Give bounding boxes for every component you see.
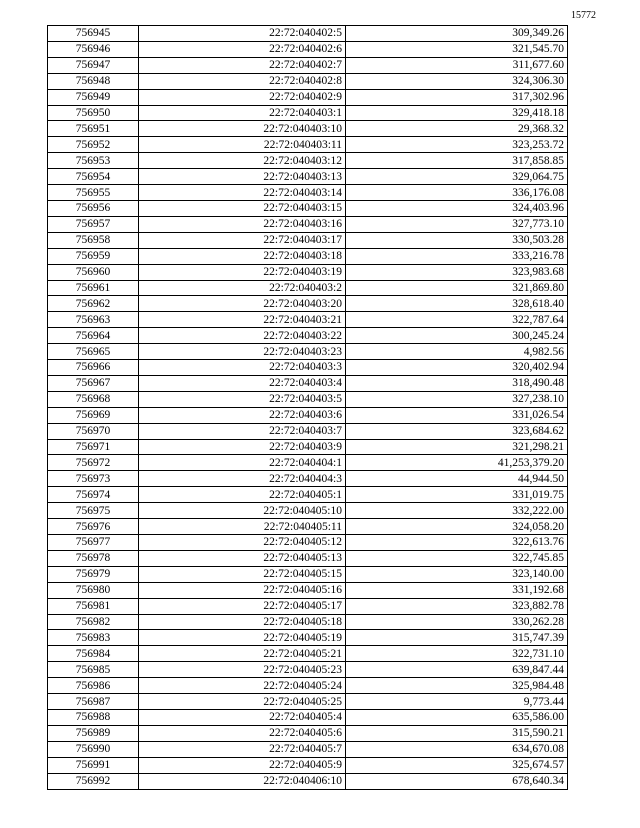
table-row [48,169,568,185]
cadastral-value-cell: 322,731.10 [346,646,568,662]
table-row [48,407,568,423]
table-row [48,741,568,757]
row-number-cell: 756992 [48,773,139,789]
cadastral-number-cell: 22:72:040405:7 [139,741,346,757]
row-number-cell: 756983 [48,630,139,646]
cadastral-value-cell: 321,869.80 [346,280,568,296]
row-number-cell: 756955 [48,185,139,201]
cadastral-value-cell: 321,298.21 [346,439,568,455]
row-number-cell: 756973 [48,471,139,487]
cadastral-number-cell: 22:72:040403:21 [139,312,346,328]
row-number-cell: 756964 [48,328,139,344]
cadastral-value-cell: 324,403.96 [346,200,568,216]
row-number-cell: 756981 [48,598,139,614]
row-number-cell: 756970 [48,423,139,439]
row-number-cell: 756975 [48,503,139,519]
table-row [48,248,568,264]
cadastral-number-cell: 22:72:040405:16 [139,582,346,598]
table-row [48,312,568,328]
table-row [48,598,568,614]
cadastral-value-cell: 678,640.34 [346,773,568,789]
cadastral-number-cell: 22:72:040403:7 [139,423,346,439]
cadastral-number-cell: 22:72:040403:14 [139,185,346,201]
cadastral-number-cell: 22:72:040403:13 [139,169,346,185]
row-number-cell: 756972 [48,455,139,471]
row-number-cell: 756969 [48,407,139,423]
cadastral-number-cell: 22:72:040405:23 [139,662,346,678]
cadastral-value-cell: 322,745.85 [346,550,568,566]
table-row [48,264,568,280]
cadastral-number-cell: 22:72:040402:5 [139,26,346,42]
cadastral-number-cell: 22:72:040402:6 [139,41,346,57]
cadastral-value-cell: 325,984.48 [346,678,568,694]
cadastral-number-cell: 22:72:040405:6 [139,725,346,741]
cadastral-value-cell: 309,349.26 [346,26,568,42]
table-row [48,200,568,216]
cadastral-value-cell: 300,245.24 [346,328,568,344]
cadastral-value-cell: 634,670.08 [346,741,568,757]
table-row [48,185,568,201]
cadastral-number-cell: 22:72:040405:25 [139,694,346,710]
cadastral-value-cell: 323,983.68 [346,264,568,280]
row-number-cell: 756965 [48,344,139,360]
cadastral-value-cell: 324,306.30 [346,73,568,89]
cadastral-number-cell: 22:72:040405:24 [139,678,346,694]
row-number-cell: 756946 [48,41,139,57]
cadastral-number-cell: 22:72:040403:4 [139,375,346,391]
cadastral-value-cell: 323,684.62 [346,423,568,439]
row-number-cell: 756951 [48,121,139,137]
row-number-cell: 756966 [48,360,139,376]
cadastral-number-cell: 22:72:040403:15 [139,200,346,216]
cadastral-value-cell: 41,253,379.20 [346,455,568,471]
cadastral-value-cell: 331,192.68 [346,582,568,598]
cadastral-value-cell: 324,058.20 [346,519,568,535]
cadastral-value-cell: 331,019.75 [346,487,568,503]
row-number-cell: 756954 [48,169,139,185]
table-row [48,582,568,598]
cadastral-number-cell: 22:72:040405:17 [139,598,346,614]
table-row [48,550,568,566]
table-row [48,694,568,710]
table-row [48,137,568,153]
cadastral-value-cell: 317,302.96 [346,89,568,105]
row-number-cell: 756985 [48,662,139,678]
cadastral-number-cell: 22:72:040403:18 [139,248,346,264]
row-number-cell: 756959 [48,248,139,264]
cadastral-number-cell: 22:72:040403:22 [139,328,346,344]
cadastral-number-cell: 22:72:040403:6 [139,407,346,423]
table-row [48,423,568,439]
row-number-cell: 756982 [48,614,139,630]
table-row [48,105,568,121]
row-number-cell: 756948 [48,73,139,89]
cadastral-number-cell: 22:72:040406:10 [139,773,346,789]
cadastral-value-cell: 4,982.56 [346,344,568,360]
cadastral-value-cell: 44,944.50 [346,471,568,487]
table-row [48,41,568,57]
table-row [48,328,568,344]
table-row [48,471,568,487]
table-row [48,57,568,73]
row-number-cell: 756962 [48,296,139,312]
table-row [48,439,568,455]
cadastral-number-cell: 22:72:040403:20 [139,296,346,312]
cadastral-value-cell: 315,590.21 [346,725,568,741]
cadastral-value-cell: 329,418.18 [346,105,568,121]
cadastral-value-cell: 323,140.00 [346,566,568,582]
cadastral-value-cell: 331,026.54 [346,407,568,423]
row-number-cell: 756958 [48,232,139,248]
cadastral-value-cell: 321,545.70 [346,41,568,57]
table-row [48,662,568,678]
cadastral-number-cell: 22:72:040403:23 [139,344,346,360]
table-row [48,455,568,471]
row-number-cell: 756947 [48,57,139,73]
cadastral-value-cell: 29,368.32 [346,121,568,137]
table-row [48,487,568,503]
table-row [48,773,568,789]
cadastral-value-cell: 322,613.76 [346,535,568,551]
table-row [48,344,568,360]
table-row [48,757,568,773]
row-number-cell: 756991 [48,757,139,773]
cadastral-number-cell: 22:72:040405:9 [139,757,346,773]
row-number-cell: 756960 [48,264,139,280]
cadastral-number-cell: 22:72:040402:7 [139,57,346,73]
cadastral-value-cell: 333,216.78 [346,248,568,264]
cadastral-number-cell: 22:72:040403:19 [139,264,346,280]
row-number-cell: 756971 [48,439,139,455]
cadastral-value-cell: 322,787.64 [346,312,568,328]
cadastral-number-cell: 22:72:040403:9 [139,439,346,455]
table-row [48,614,568,630]
row-number-cell: 756952 [48,137,139,153]
table-row [48,296,568,312]
cadastral-value-cell: 320,402.94 [346,360,568,376]
cadastral-value-cell: 318,490.48 [346,375,568,391]
table-row [48,360,568,376]
row-number-cell: 756977 [48,535,139,551]
cadastral-number-cell: 22:72:040405:4 [139,709,346,725]
cadastral-number-cell: 22:72:040405:19 [139,630,346,646]
row-number-cell: 756945 [48,26,139,42]
row-number-cell: 756984 [48,646,139,662]
cadastral-number-cell: 22:72:040405:13 [139,550,346,566]
cadastral-value-cell: 328,618.40 [346,296,568,312]
row-number-cell: 756990 [48,741,139,757]
table-row [48,630,568,646]
cadastral-number-cell: 22:72:040403:16 [139,216,346,232]
cadastral-value-cell: 315,747.39 [346,630,568,646]
cadastral-number-cell: 22:72:040403:1 [139,105,346,121]
cadastral-number-cell: 22:72:040403:3 [139,360,346,376]
row-number-cell: 756988 [48,709,139,725]
row-number-cell: 756980 [48,582,139,598]
table-row [48,709,568,725]
row-number-cell: 756961 [48,280,139,296]
table-row [48,519,568,535]
page-number: 15772 [571,10,596,21]
row-number-cell: 756976 [48,519,139,535]
row-number-cell: 756963 [48,312,139,328]
row-number-cell: 756956 [48,200,139,216]
cadastral-value-cell: 327,238.10 [346,391,568,407]
table-row [48,73,568,89]
table-row [48,216,568,232]
cadastral-value-cell: 329,064.75 [346,169,568,185]
table-row [48,535,568,551]
table-row [48,725,568,741]
row-number-cell: 756979 [48,566,139,582]
row-number-cell: 756974 [48,487,139,503]
cadastral-number-cell: 22:72:040405:10 [139,503,346,519]
row-number-cell: 756987 [48,694,139,710]
cadastral-value-cell: 323,882.78 [346,598,568,614]
row-number-cell: 756949 [48,89,139,105]
cadastral-number-cell: 22:72:040405:15 [139,566,346,582]
cadastral-value-cell: 330,503.28 [346,232,568,248]
row-number-cell: 756986 [48,678,139,694]
cadastral-number-cell: 22:72:040402:9 [139,89,346,105]
table-row [48,678,568,694]
cadastral-number-cell: 22:72:040403:11 [139,137,346,153]
table-body [48,26,568,790]
cadastral-value-cell: 311,677.60 [346,57,568,73]
cadastral-number-cell: 22:72:040403:5 [139,391,346,407]
cadastral-value-cell: 325,674.57 [346,757,568,773]
table-row [48,89,568,105]
cadastral-number-cell: 22:72:040405:11 [139,519,346,535]
table-row [48,391,568,407]
cadastral-number-cell: 22:72:040405:21 [139,646,346,662]
cadastral-number-cell: 22:72:040403:17 [139,232,346,248]
row-number-cell: 756978 [48,550,139,566]
cadastral-number-cell: 22:72:040405:12 [139,535,346,551]
row-number-cell: 756950 [48,105,139,121]
cadastral-number-cell: 22:72:040405:1 [139,487,346,503]
cadastral-value-cell: 332,222.00 [346,503,568,519]
cadastral-value-table [47,25,568,790]
cadastral-value-cell: 639,847.44 [346,662,568,678]
cadastral-number-cell: 22:72:040403:2 [139,280,346,296]
row-number-cell: 756968 [48,391,139,407]
cadastral-number-cell: 22:72:040405:18 [139,614,346,630]
cadastral-number-cell: 22:72:040403:12 [139,153,346,169]
table-row [48,153,568,169]
row-number-cell: 756989 [48,725,139,741]
cadastral-value-cell: 635,586.00 [346,709,568,725]
cadastral-number-cell: 22:72:040402:8 [139,73,346,89]
cadastral-value-cell: 336,176.08 [346,185,568,201]
table-row [48,280,568,296]
cadastral-number-cell: 22:72:040404:3 [139,471,346,487]
row-number-cell: 756957 [48,216,139,232]
table-row [48,375,568,391]
cadastral-value-cell: 330,262.28 [346,614,568,630]
cadastral-value-cell: 323,253.72 [346,137,568,153]
cadastral-value-cell: 317,858.85 [346,153,568,169]
table-row [48,503,568,519]
table-row [48,121,568,137]
cadastral-number-cell: 22:72:040404:1 [139,455,346,471]
table-row [48,232,568,248]
cadastral-number-cell: 22:72:040403:10 [139,121,346,137]
table-row [48,566,568,582]
row-number-cell: 756953 [48,153,139,169]
row-number-cell: 756967 [48,375,139,391]
cadastral-value-cell: 327,773.10 [346,216,568,232]
cadastral-value-cell: 9,773.44 [346,694,568,710]
table-row [48,646,568,662]
table-row [48,26,568,42]
